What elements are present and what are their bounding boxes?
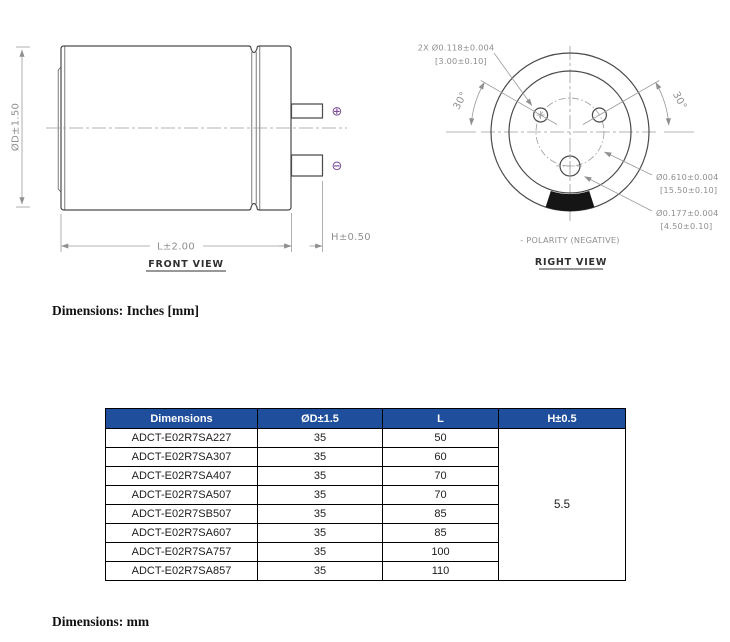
height-value-merged: 5.5: [499, 429, 626, 581]
part-number: ADCT-E02R7SA227: [106, 429, 258, 448]
right-view-drawing: [418, 43, 719, 270]
diameter-dimension-label: ØD±1.50: [10, 102, 22, 152]
units-note-mm: Dimensions: mm: [52, 614, 150, 629]
part-number: ADCT-E02R7SA507: [106, 486, 258, 505]
right-view-title: RIGHT VIEW: [534, 257, 608, 268]
diameter-value: 35: [258, 562, 383, 581]
part-number: ADCT-E02R7SA407: [106, 467, 258, 486]
column-header-height: H±0.5: [499, 409, 626, 429]
table-header-row: [106, 409, 626, 429]
leader-line: [494, 53, 532, 106]
length-dimension-label: L±2.00: [156, 241, 196, 253]
negative-hole-callout-mm: [4.50±0.10]: [660, 221, 713, 231]
angle-label-right: 30°: [669, 90, 689, 112]
technical-drawing: [0, 0, 730, 295]
length-value: 100: [383, 543, 499, 562]
length-value: 85: [383, 505, 499, 524]
table-row: [106, 429, 626, 448]
leader-line: [585, 177, 653, 212]
positive-pin: [292, 104, 323, 118]
length-value: 60: [383, 448, 499, 467]
angle-dimension-arc: [471, 83, 484, 126]
length-value: 50: [383, 429, 499, 448]
negative-pin: [292, 155, 323, 176]
dimensions-table: [105, 408, 626, 581]
pin-circle-callout-inches: Ø0.610±0.004: [656, 172, 719, 182]
pin-circle-callout-mm: [15.50±0.10]: [660, 185, 718, 195]
column-header-diameter: ØD±1.5: [258, 409, 383, 429]
length-value: 70: [383, 467, 499, 486]
diameter-value: 35: [258, 429, 383, 448]
pin-holes-callout-mm: [3.00±0.10]: [435, 56, 487, 66]
part-number: ADCT-E02R7SA607: [106, 524, 258, 543]
diameter-value: 35: [258, 467, 383, 486]
diameter-value: 35: [258, 486, 383, 505]
part-number: ADCT-E02R7SA857: [106, 562, 258, 581]
negative-hole-callout-inches: Ø0.177±0.004: [656, 208, 719, 218]
positive-terminal-icon: ⊕: [331, 104, 343, 120]
front-view-drawing: [10, 46, 371, 271]
front-view-title: FRONT VIEW: [148, 259, 224, 270]
diameter-value: 35: [258, 448, 383, 467]
height-dimension-label: H±0.50: [331, 232, 371, 243]
length-value: 110: [383, 562, 499, 581]
diameter-value: 35: [258, 505, 383, 524]
units-note-inches: Dimensions: Inches [mm]: [52, 303, 199, 318]
negative-terminal-icon: ⊖: [331, 159, 343, 174]
part-number: ADCT-E02R7SB507: [106, 505, 258, 524]
polarity-note: - POLARITY (NEGATIVE): [520, 235, 620, 245]
diameter-value: 35: [258, 524, 383, 543]
diameter-value: 35: [258, 543, 383, 562]
column-header-length: L: [383, 409, 499, 429]
length-value: 85: [383, 524, 499, 543]
length-value: 70: [383, 486, 499, 505]
part-number: ADCT-E02R7SA307: [106, 448, 258, 467]
column-header-dimensions: Dimensions: [106, 409, 258, 429]
part-number: ADCT-E02R7SA757: [106, 543, 258, 562]
angle-label-left: 30°: [451, 90, 471, 112]
angle-dimension-arc: [656, 83, 669, 126]
pin-holes-callout-inches: 2X Ø0.118±0.004: [417, 42, 495, 53]
